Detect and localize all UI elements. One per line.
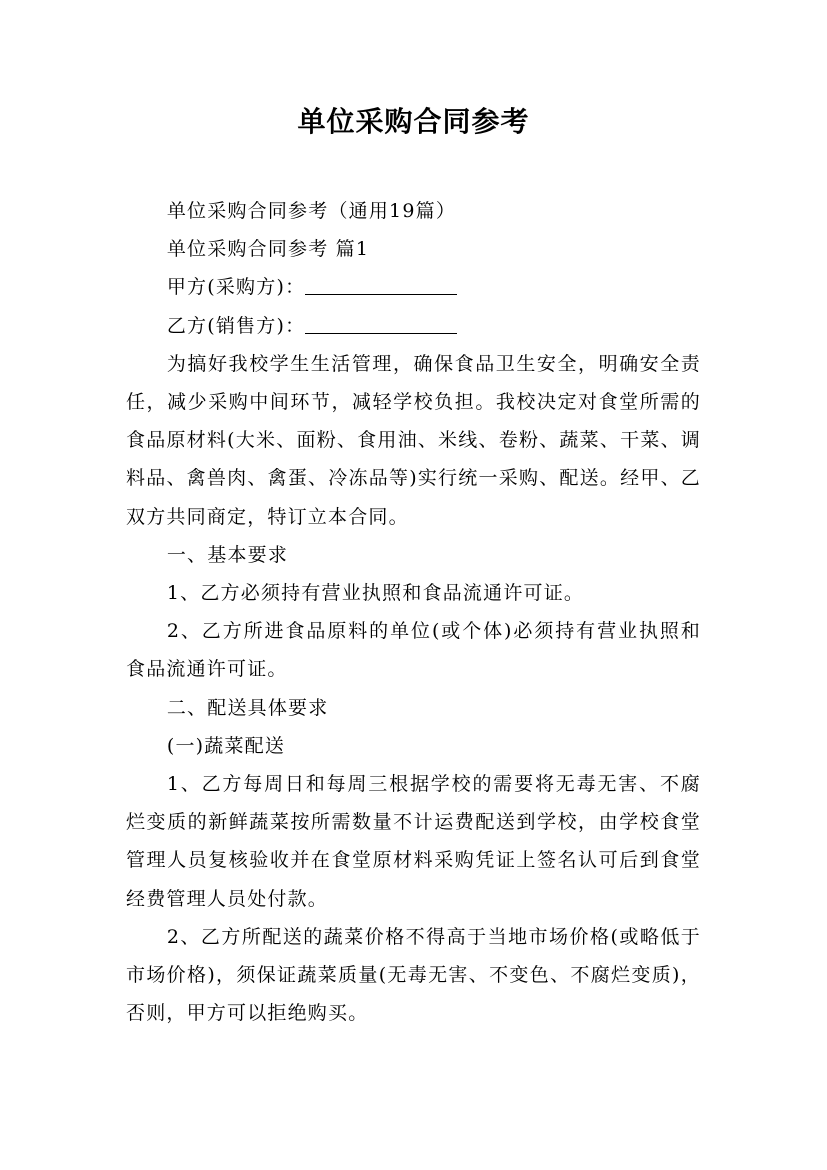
section-heading-delivery-requirements: 二、配送具体要求 [166,696,329,719]
party-b-label: 乙方(销售方)： [166,314,306,337]
subsection-heading-vegetable-delivery: (一)蔬菜配送 [166,734,286,757]
subtitle-paragraph: 单位采购合同参考（通用19篇） [166,200,457,222]
party-a-line [126,268,701,306]
requirement-item-2: 2、乙方所进食品原料的单位(或个体)必须持有营业执照和食品流通许可证。 [126,620,701,681]
preamble-paragraph: 为搞好我校学生生活管理，确保食品卫生安全，明确安全责任，减少采购中间环节，减轻学校负担。我校决定对食堂所需的食品原材料(大米、面粉、食用油、米线、卷粉、蔬菜、干菜、调料品、禽兽肉、禽蛋、冷冻品等)实行统一采购、配送。经甲、乙双方共同商定，特订立本合同。 [126,352,701,528]
party-a-label: 甲方(采购方)： [166,276,306,299]
requirement-item-1: 1、乙方必须持有营业执照和食品流通许可证。 [166,582,585,605]
delivery-item-2: 2、乙方所配送的蔬菜价格不得高于当地市场价格(或略低于市场价格)，须保证蔬菜质量(无毒无害、不变色、不腐烂变质)，否则，甲方可以拒绝购买。 [126,925,701,1025]
delivery-item-1: 1、乙方每周日和每周三根据学校的需要将无毒无害、不腐烂变质的新鲜蔬菜按所需数量不计运费配送到学校，由学校食堂管理人员复核验收并在食堂原材料采购凭证上签名认可后到食堂经费管理人员处付款。 [126,773,701,910]
section-heading-article-1: 单位采购合同参考 篇1 [166,238,370,261]
party-b-line [126,307,701,345]
party-b-blank [305,313,457,334]
party-a-blank [305,274,457,295]
document-body [126,192,701,1032]
document-title: 单位采购合同参考 [297,105,530,138]
section-heading-basic-requirements: 一、基本要求 [166,543,289,566]
